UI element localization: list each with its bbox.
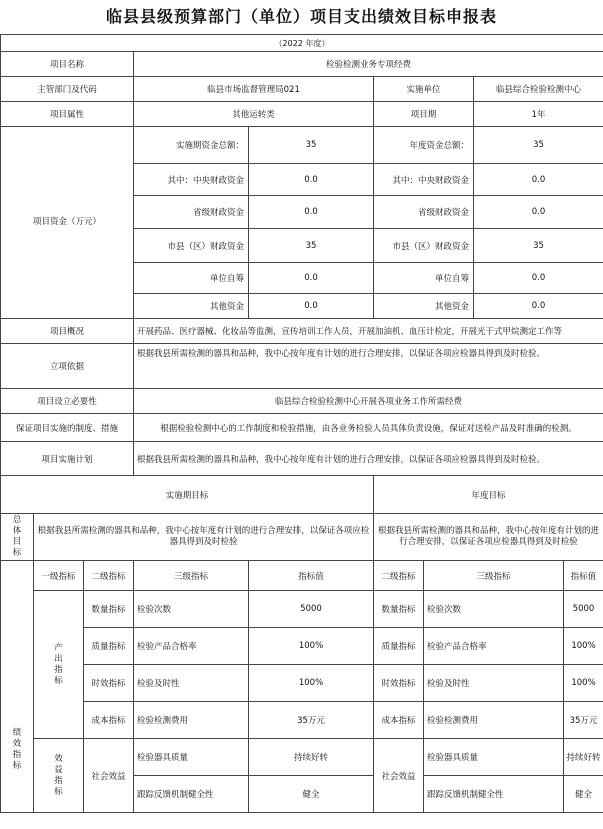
plan-value: 根据我县所需检测的器具和品种，我中心按年度有计划的进行合理安排，以保证各项应检器具得到及时检验。 [134, 442, 603, 476]
fund-value: 0.0 [249, 196, 374, 229]
attr-value: 其他运转类 [134, 102, 374, 127]
benefit-year-level3: 检验器具质量 [424, 739, 564, 776]
header-year-value: 指标值 [564, 561, 603, 591]
output-value: 100% [249, 628, 374, 665]
necessity-value: 临县综合检验检测中心开展各项业务工作所需经费 [134, 389, 603, 414]
year-goal-text: 根据我县所需检测的器具和品种，我中心按年度有计划的进行合理安排，以保证各项应检器具得到及时检验 [374, 514, 603, 561]
unit-label: 实施单位 [374, 77, 474, 102]
fund-label: 省级财政资金 [134, 196, 249, 229]
fund-year-value: 35 [474, 127, 603, 164]
output-year-value: 35万元 [564, 702, 603, 739]
benefit-year-level3: 跟踪反馈机制健全性 [424, 776, 564, 813]
basis-value: 根据我县所需检测的器具和品种，我中心按年度有计划的进行合理安排，以保证各项应检器具得到及时检验。 [134, 344, 603, 389]
period-goal-header: 实施期目标 [1, 476, 374, 514]
output-value: 35万元 [249, 702, 374, 739]
period-goal-text: 根据我县所需检测的器具和品种，我中心按年度有计划的进行合理安排，以保证各项应检器具得到及时检验 [34, 514, 374, 561]
output-level2: 质量指标 [84, 628, 134, 665]
performance-form-table [0, 34, 603, 813]
fund-value: 35 [249, 229, 374, 263]
benefit-value: 健全 [249, 776, 374, 813]
fund-label: 其中：中央财政资金 [134, 164, 249, 196]
project-name-value: 检验检测业务专项经费 [134, 52, 603, 77]
plan-label: 项目实施计划 [1, 442, 134, 476]
output-year-level2: 质量指标 [374, 628, 424, 665]
output-year-level2: 成本指标 [374, 702, 424, 739]
output-year-value: 100% [564, 628, 603, 665]
benefit-indicator-label: 效益指标 [34, 739, 84, 813]
output-year-level3: 检验产品合格率 [424, 628, 564, 665]
benefit-level3: 跟踪反馈机制健全性 [134, 776, 249, 813]
output-year-level3: 检验次数 [424, 591, 564, 628]
output-year-value: 100% [564, 665, 603, 702]
fund-value: 35 [249, 127, 374, 164]
fund-year-value: 0.0 [474, 294, 603, 319]
benefit-group: 社会效益 [84, 739, 134, 813]
fund-year-label: 年度资金总额： [374, 127, 474, 164]
year-label: （2022 年度） [1, 35, 603, 52]
dept-label: 主管部门及代码 [1, 77, 134, 102]
benefit-year-value: 持续好转 [564, 739, 603, 776]
fund-year-label: 市县（区）财政资金 [374, 229, 474, 263]
fund-label: 实施期资金总额： [134, 127, 249, 164]
dept-value: 临县市场监督管理局021 [134, 77, 374, 102]
basis-label: 立项依据 [1, 344, 134, 389]
header-level3: 三级指标 [134, 561, 249, 591]
fund-year-value: 0.0 [474, 164, 603, 196]
measures-value: 根据检验检测中心的工作制度和检验措施，由各业务检验人员具体负责设施，保证对送检产品及时准确的检测。 [134, 414, 603, 442]
fund-year-label: 其他资金 [374, 294, 474, 319]
output-year-level3: 检验检测费用 [424, 702, 564, 739]
period-value: 1年 [474, 102, 603, 127]
output-level2: 时效指标 [84, 665, 134, 702]
benefit-level3: 检验器具质量 [134, 739, 249, 776]
header-year-level2: 二级指标 [374, 561, 424, 591]
overview-value: 开展药品、医疗器械、化妆品等监测，宣传培训工作人员，开展加油机、血压计检定，开展光干式甲烷测定工作等 [134, 319, 603, 344]
unit-value: 临县综合检验检测中心 [474, 77, 603, 102]
fund-year-label: 省级财政资金 [374, 196, 474, 229]
output-year-level2: 数量指标 [374, 591, 424, 628]
header-year-level3: 三级指标 [424, 561, 564, 591]
fund-value: 0.0 [249, 164, 374, 196]
benefit-value: 持续好转 [249, 739, 374, 776]
attr-label: 项目属性 [1, 102, 134, 127]
overall-goal-label: 总体目标 [1, 514, 34, 561]
fund-year-value: 35 [474, 229, 603, 263]
year-goal-header: 年度目标 [374, 476, 603, 514]
output-value: 5000 [249, 591, 374, 628]
output-level3: 检验产品合格率 [134, 628, 249, 665]
fund-value: 0.0 [249, 263, 374, 294]
funds-label: 项目资金（万元） [1, 127, 134, 319]
output-level3: 检验及时性 [134, 665, 249, 702]
output-level3: 检验检测费用 [134, 702, 249, 739]
fund-value: 0.0 [249, 294, 374, 319]
fund-label: 单位自筹 [134, 263, 249, 294]
period-label: 项目期 [374, 102, 474, 127]
page-title: 临县县级预算部门（单位）项目支出绩效目标申报表 [105, 7, 497, 26]
performance-indicator-label: 绩效指标 [1, 561, 34, 813]
overview-label: 项目概况 [1, 319, 134, 344]
fund-year-value: 0.0 [474, 263, 603, 294]
fund-year-value: 0.0 [474, 196, 603, 229]
header-level2: 二级指标 [84, 561, 134, 591]
necessity-label: 项目设立必要性 [1, 389, 134, 414]
measures-label: 保证项目实施的制度、措施 [1, 414, 134, 442]
output-level3: 检验次数 [134, 591, 249, 628]
output-value: 100% [249, 665, 374, 702]
fund-label: 市县（区）财政资金 [134, 229, 249, 263]
header-value: 指标值 [249, 561, 374, 591]
fund-label: 其他资金 [134, 294, 249, 319]
benefit-year-value: 健全 [564, 776, 603, 813]
output-level2: 数量指标 [84, 591, 134, 628]
output-year-level3: 检验及时性 [424, 665, 564, 702]
fund-year-label: 单位自筹 [374, 263, 474, 294]
fund-year-label: 其中：中央财政资金 [374, 164, 474, 196]
benefit-year-group: 社会效益 [374, 739, 424, 813]
output-indicator-label: 产出指标 [34, 591, 84, 739]
output-year-level2: 时效指标 [374, 665, 424, 702]
project-name-label: 项目名称 [1, 52, 134, 77]
output-year-value: 5000 [564, 591, 603, 628]
header-level1: 一级指标 [34, 561, 84, 591]
output-level2: 成本指标 [84, 702, 134, 739]
